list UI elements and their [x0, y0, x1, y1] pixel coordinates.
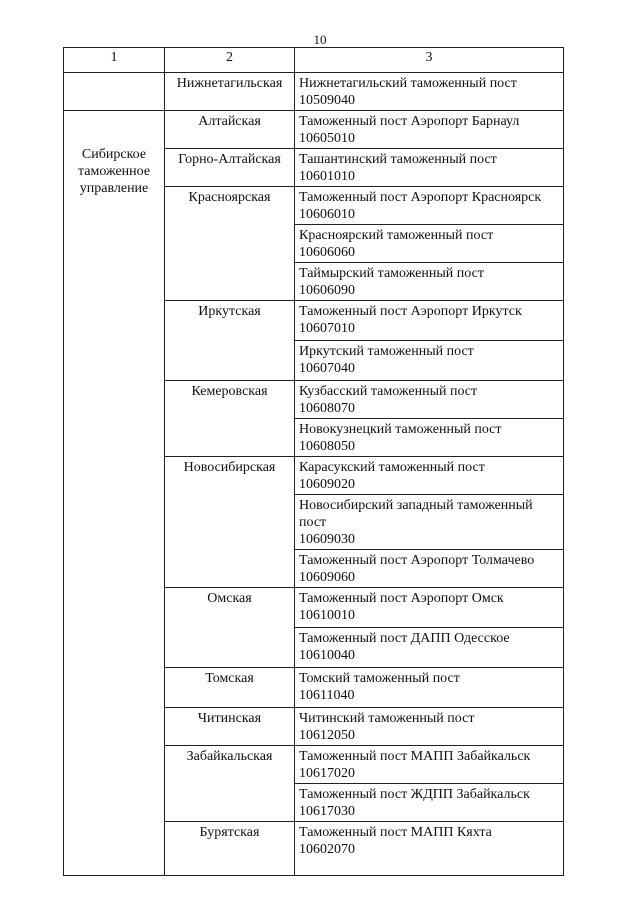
region-cell: Омская — [165, 588, 295, 668]
region-cell: Новосибирская — [165, 457, 295, 588]
post-cell: Нижнетагильский таможенный пост 10509040 — [295, 73, 564, 111]
post-cell: Таможенный пост Аэропорт Толмачево 10609060 — [295, 550, 564, 588]
region-cell: Бурятская — [165, 822, 295, 876]
region-cell: Алтайская — [165, 111, 295, 149]
post-cell: Таможенный пост ДАПП Одесское 10610040 — [295, 628, 564, 668]
post-cell: Карасукский таможенный пост 10609020 — [295, 457, 564, 495]
post-cell: Таможенный пост МАПП Забайкальск 10617020 — [295, 746, 564, 784]
region-cell: Читинская — [165, 708, 295, 746]
header-col-3: 3 — [295, 48, 564, 73]
post-cell: Таможенный пост Аэропорт Иркутск 10607010 — [295, 301, 564, 341]
region-cell: Нижнетагильская — [165, 73, 295, 111]
table-row — [64, 111, 564, 149]
post-cell: Ташантинский таможенный пост 10601010 — [295, 149, 564, 187]
post-cell: Кузбасский таможенный пост 10608070 — [295, 381, 564, 419]
post-cell: Таймырский таможенный пост 10606090 — [295, 263, 564, 301]
post-cell: Красноярский таможенный пост 10606060 — [295, 225, 564, 263]
header-row — [64, 48, 564, 73]
admin-cell-empty — [64, 73, 165, 111]
customs-posts-table — [63, 47, 564, 876]
region-cell: Горно-Алтайская — [165, 149, 295, 187]
page-number: 10 — [313, 32, 327, 47]
post-cell: Читинский таможенный пост 10612050 — [295, 708, 564, 746]
post-cell: Таможенный пост ЖДПП Забайкальск 10617030 — [295, 784, 564, 822]
region-cell: Красноярская — [165, 187, 295, 301]
table-row — [64, 73, 564, 111]
region-cell: Томская — [165, 668, 295, 708]
region-cell: Забайкальская — [165, 746, 295, 822]
post-cell: Таможенный пост Аэропорт Омск 10610010 — [295, 588, 564, 628]
post-cell: Томский таможенный пост 10611040 — [295, 668, 564, 708]
post-cell: Новокузнецкий таможенный пост 10608050 — [295, 419, 564, 457]
post-cell: Таможенный пост Аэропорт Барнаул 10605010 — [295, 111, 564, 149]
admin-cell: Сибирское таможенное управление — [64, 111, 165, 876]
post-cell: Иркутский таможенный пост 10607040 — [295, 341, 564, 381]
region-cell: Иркутская — [165, 301, 295, 381]
region-cell: Кемеровская — [165, 381, 295, 457]
header-col-1: 1 — [64, 48, 165, 73]
header-col-2: 2 — [165, 48, 295, 73]
post-cell: Новосибирский западный таможенный пост 10609030 — [295, 495, 564, 550]
post-cell: Таможенный пост МАПП Кяхта 10602070 — [295, 822, 564, 876]
post-cell: Таможенный пост Аэропорт Красноярск 10606010 — [295, 187, 564, 225]
